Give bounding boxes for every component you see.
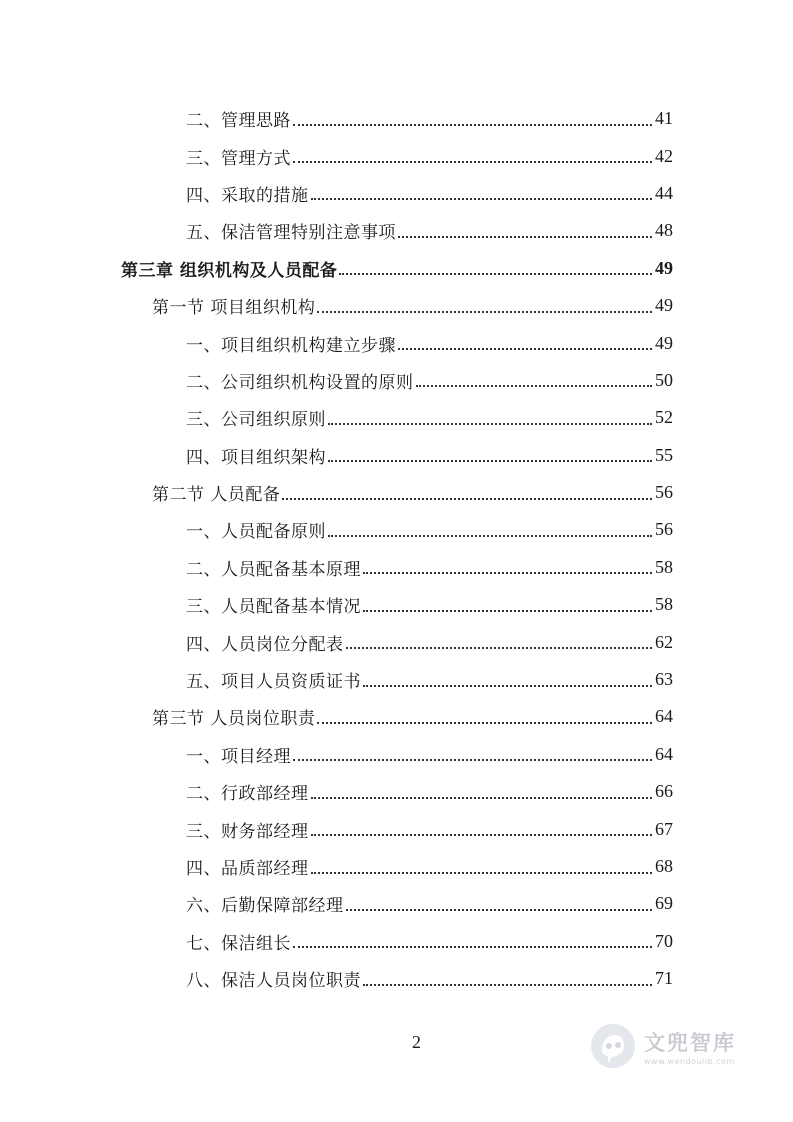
dot-leader (363, 685, 652, 687)
toc-entry[interactable] (0, 923, 673, 960)
table-of-contents (0, 100, 793, 997)
dot-leader (398, 348, 652, 350)
toc-entry[interactable] (0, 437, 673, 474)
toc-entry[interactable] (0, 661, 673, 698)
toc-entry-page-number: 67 (655, 818, 673, 839)
toc-entry-label: 第二节 人员配备 (152, 485, 281, 506)
toc-entry-label: 五、保洁管理特别注意事项 (186, 223, 396, 244)
toc-entry[interactable] (0, 773, 673, 810)
toc-entry-label: 三、管理方式 (186, 148, 291, 169)
toc-entry[interactable] (0, 623, 673, 660)
toc-entry-page-number: 71 (655, 968, 673, 989)
toc-entry-page-number: 69 (655, 893, 673, 914)
dot-leader (416, 385, 653, 387)
toc-entry-page-number: 44 (655, 182, 673, 203)
toc-entry-label: 一、项目经理 (186, 746, 291, 767)
toc-entry-label: 三、财务部经理 (186, 821, 309, 842)
toc-entry[interactable] (0, 362, 673, 399)
toc-entry-page-number: 68 (655, 856, 673, 876)
dot-leader (311, 797, 653, 799)
dot-leader (398, 236, 652, 238)
toc-entry-label: 八、保洁人员岗位职责 (186, 971, 361, 992)
toc-entry-page-number: 70 (655, 930, 673, 951)
toc-entry-label: 第三章 组织机构及人员配备 (121, 260, 338, 281)
toc-entry[interactable] (0, 511, 673, 548)
toc-entry-page-number: 52 (655, 407, 673, 428)
dot-leader (363, 572, 652, 574)
toc-entry-page-number: 55 (655, 444, 673, 465)
toc-entry-label: 一、人员配备原则 (186, 522, 326, 543)
toc-entry-page-number: 49 (655, 295, 673, 316)
toc-entry[interactable] (0, 549, 673, 586)
dot-leader (363, 984, 652, 986)
logo-icon (588, 1021, 638, 1071)
toc-entry-page-number: 62 (655, 631, 673, 652)
dot-leader (293, 946, 652, 948)
watermark-url: www.wendoulib.com (644, 1056, 735, 1066)
toc-entry-page-number: 64 (655, 743, 673, 764)
toc-entry-label: 三、人员配备基本情况 (186, 597, 361, 618)
dot-leader (311, 198, 653, 200)
toc-entry-label: 四、人员岗位分配表 (186, 634, 344, 655)
toc-entry[interactable] (0, 287, 673, 324)
toc-entry-label: 二、人员配备基本原理 (186, 559, 361, 580)
toc-entry[interactable] (0, 250, 673, 287)
toc-entry[interactable] (0, 885, 673, 922)
toc-entry-page-number: 48 (655, 220, 673, 241)
toc-entry[interactable] (0, 137, 673, 174)
toc-entry-label: 四、品质部经理 (186, 859, 309, 879)
page-number: 2 (412, 1032, 421, 1052)
toc-entry-page-number: 41 (655, 108, 673, 129)
toc-entry-page-number: 63 (655, 669, 673, 690)
toc-entry[interactable] (0, 586, 673, 623)
toc-entry-label: 七、保洁组长 (186, 933, 291, 954)
toc-entry-page-number: 42 (655, 145, 673, 166)
dot-leader (363, 610, 652, 612)
toc-entry-label: 六、后勤保障部经理 (186, 896, 344, 917)
dot-leader (293, 161, 652, 163)
dot-leader (328, 535, 652, 537)
toc-entry-label: 二、公司组织机构设置的原则 (186, 372, 414, 393)
toc-entry[interactable] (0, 848, 673, 885)
toc-entry-page-number: 64 (655, 706, 673, 727)
toc-entry-page-number: 66 (655, 781, 673, 802)
toc-entry-label: 三、公司组织原则 (186, 410, 326, 431)
dot-leader (317, 311, 652, 313)
toc-entry[interactable] (0, 474, 673, 511)
toc-entry-label: 一、项目组织机构建立步骤 (186, 335, 396, 356)
toc-entry-label: 二、管理思路 (186, 111, 291, 132)
dot-leader (293, 124, 652, 126)
toc-entry[interactable] (0, 698, 673, 735)
dot-leader (311, 872, 653, 874)
toc-entry-page-number: 56 (655, 519, 673, 540)
dot-leader (282, 498, 652, 500)
toc-entry-label: 四、项目组织架构 (186, 447, 326, 468)
dot-leader (317, 722, 652, 724)
toc-entry[interactable] (0, 399, 673, 436)
toc-entry-page-number: 58 (655, 594, 673, 615)
toc-entry-label: 五、项目人员资质证书 (186, 672, 361, 693)
toc-entry[interactable] (0, 100, 673, 137)
dot-leader (346, 909, 653, 911)
toc-entry-page-number: 58 (655, 556, 673, 577)
dot-leader (346, 647, 653, 649)
toc-entry-label: 四、采取的措施 (186, 185, 309, 206)
toc-entry-page-number: 56 (655, 482, 673, 503)
toc-entry-label: 第三节 人员岗位职责 (152, 709, 316, 730)
toc-entry[interactable] (0, 810, 673, 847)
watermark-title: 文兜智库 (644, 1030, 736, 1055)
watermark (588, 1018, 778, 1074)
toc-entry-label: 二、行政部经理 (186, 784, 309, 805)
dot-leader (328, 423, 652, 425)
dot-leader (339, 273, 652, 275)
toc-entry-page-number: 49 (655, 332, 673, 353)
toc-entry[interactable] (0, 960, 673, 997)
toc-entry-page-number: 50 (655, 369, 673, 390)
toc-entry[interactable] (0, 175, 673, 212)
toc-entry[interactable] (0, 212, 673, 249)
toc-entry-page-number: 49 (655, 257, 673, 278)
toc-entry-label: 第一节 项目组织机构 (152, 298, 316, 319)
toc-entry[interactable] (0, 736, 673, 773)
dot-leader (293, 759, 652, 761)
dot-leader (328, 460, 652, 462)
toc-entry[interactable] (0, 324, 673, 361)
dot-leader (311, 834, 653, 836)
